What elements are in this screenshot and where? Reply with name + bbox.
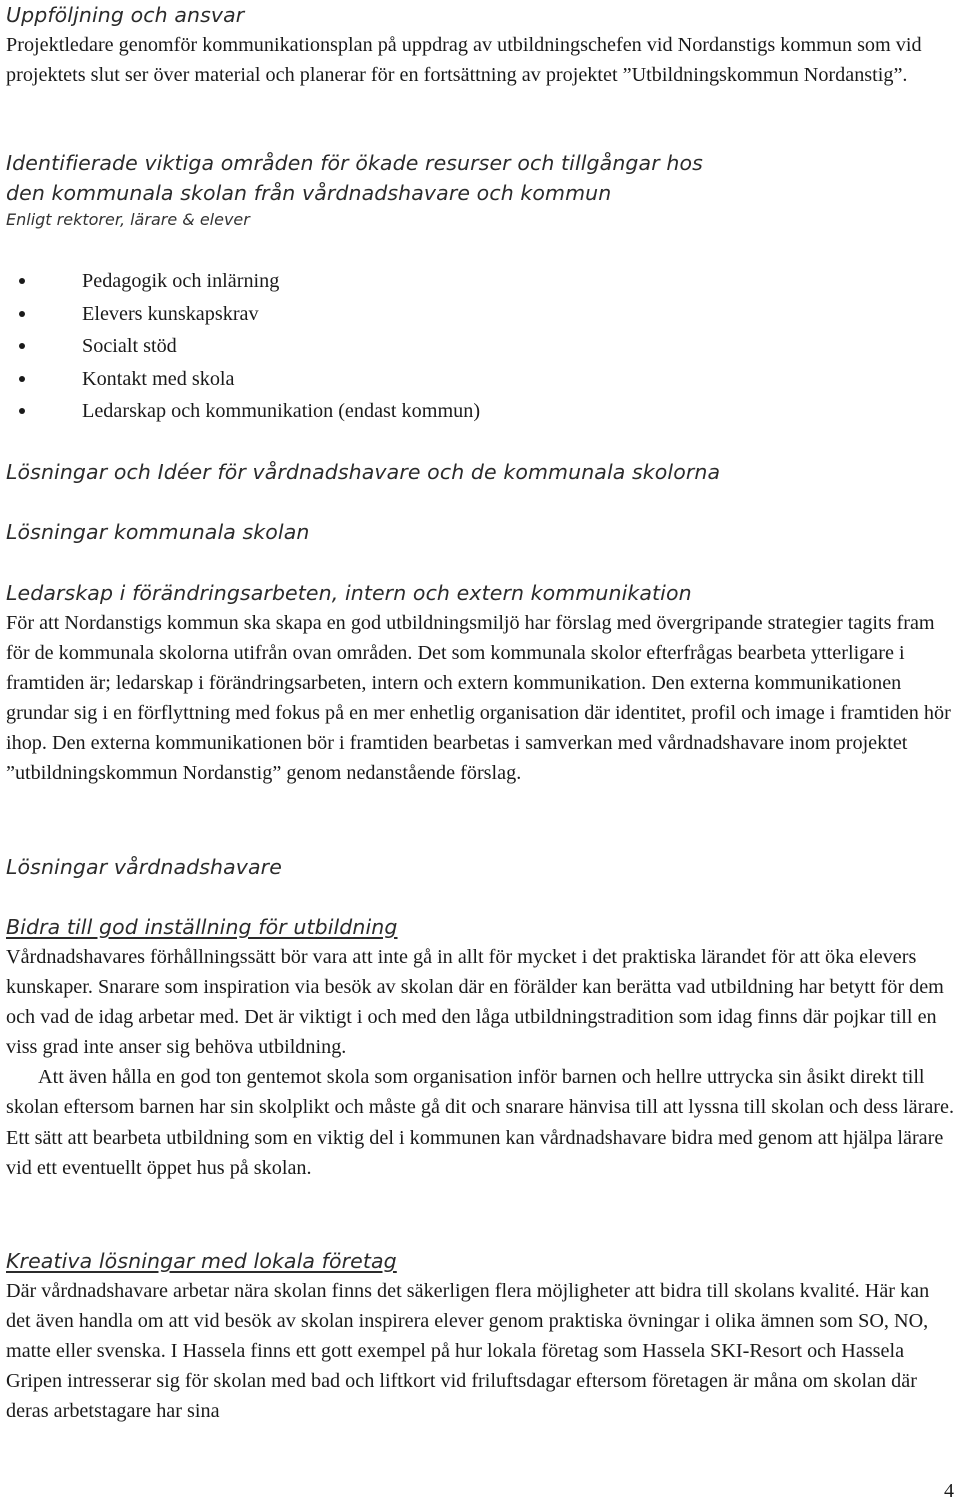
heading-guardian-solutions: Lösningar vårdnadshavare — [6, 855, 282, 879]
list-item: Ledarskap och kommunikation (endast kommun) — [6, 395, 954, 428]
subheading-identified: Enligt rektorer, lärare & elever — [6, 210, 250, 229]
heading-identified: Identifierade viktiga områden för ökade resurser och tillgångar hos den kommunala skolan från vårdnadshavare och kommun — [6, 151, 703, 205]
heading-attitude: Bidra till god inställning för utbildning — [6, 915, 398, 939]
list-item: Elevers kunskapskrav — [6, 298, 954, 331]
paragraph-leadership: För att Nordanstigs kommun ska skapa en god utbildningsmiljö har förslag med övergripande strategier tagits fram för de kommunala skolorna utifrån ovan områden. Det som kommunala skolor efterfrågas bearbeta ytterligare i framtiden är; ledarskap i förändringsarbeten, intern och extern kommunikation. Den externa kommunikationen grundar sig i en förflyttning med fokus på en mer enhetlig organisation där identitet, profil och image i framtiden hör ihop. Den externa kommunikationen bör i framtiden bearbetas i samverkan med vårdnadshavare inom projektet ”utbildningskommun Nordanstig” genom nedanstående förslag. — [6, 612, 951, 785]
areas-list-container — [6, 265, 954, 428]
heading-solutions: Lösningar och Idéer för vårdnadshavare och de kommunala skolorna — [6, 460, 721, 484]
heading-leadership: Ledarskap i förändringsarbeten, intern och extern kommunikation — [6, 581, 692, 605]
heading-companies: Kreativa lösningar med lokala företag — [6, 1249, 397, 1273]
bullet-icon — [19, 278, 25, 284]
paragraph-attitude-1: Vårdnadshavares förhållningssätt bör vara att inte gå in allt för mycket i det praktiska lärandet för att öka elevers kunskaper. Snarare som inspiration via besök av skolan där en förälder kan berätta vad utbildning har betytt för dem och vad de idag arbetar med. Det är viktigt i och med den låga utbildningstradition som idag finns där pojkar till en viss grad inte anser sig behöva utbildning. — [6, 946, 944, 1059]
areas-list — [6, 265, 954, 428]
paragraph-responsibility: Projektledare genomför kommunikationsplan på uppdrag av utbildningschefen vid Nordanstigs kommun som vid projektets slut ser över material och planerar för en fortsättning av projektet ”Utbildningskommun Nordanstig”. — [6, 34, 922, 87]
list-item: Kontakt med skola — [6, 363, 954, 396]
heading-responsibility: Uppföljning och ansvar — [6, 3, 245, 27]
section-identified — [6, 148, 726, 232]
list-item: Socialt stöd — [6, 330, 954, 363]
section-guardian-solutions — [6, 852, 954, 882]
bullet-icon — [19, 311, 25, 317]
paragraph-attitude-2: Att även hålla en god ton gentemot skola som organisation inför barnen och hellre uttrycka sin åsikt direkt till skolan eftersom barnen har sin skolplikt och måste gå dit och snarare hänvisa till att lyssna till skolan och dess lärare. Ett sätt att bearbeta utbildning som en viktig del i kommunen kan vårdnadshavare bidra med genom att hjälpa lärare vid ett eventuellt öppet hus på skolan. — [6, 1066, 955, 1179]
section-school-solutions — [6, 517, 954, 547]
list-item: Pedagogik och inlärning — [6, 265, 954, 298]
bullet-icon — [19, 408, 25, 414]
section-leadership — [6, 578, 954, 789]
section-solutions — [6, 457, 954, 487]
paragraph-companies: Där vårdnadshavare arbetar nära skolan finns det säkerligen flera möjligheter att bidra till skolans kvalité. Här kan det även handla om att vid besök av skolan inspirera elever genom praktiska övningar i olika ämnen som SO, NO, matte eller svenska. I Hassela finns ett gott exempel på hur lokala företag som Hassela SKI-Resort och Hassela Gripen intresserar sig för skolan med bad och liftkort vid friluftsdagar eftersom företagen är måna om skolan där deras arbetstagare har sina — [6, 1280, 930, 1423]
page-number: 4 — [944, 1480, 954, 1502]
section-companies — [6, 1246, 954, 1426]
section-attitude — [6, 912, 954, 1183]
bullet-icon — [19, 343, 25, 349]
bullet-icon — [19, 376, 25, 382]
heading-school-solutions: Lösningar kommunala skolan — [6, 520, 310, 544]
section-responsibility — [6, 0, 954, 90]
